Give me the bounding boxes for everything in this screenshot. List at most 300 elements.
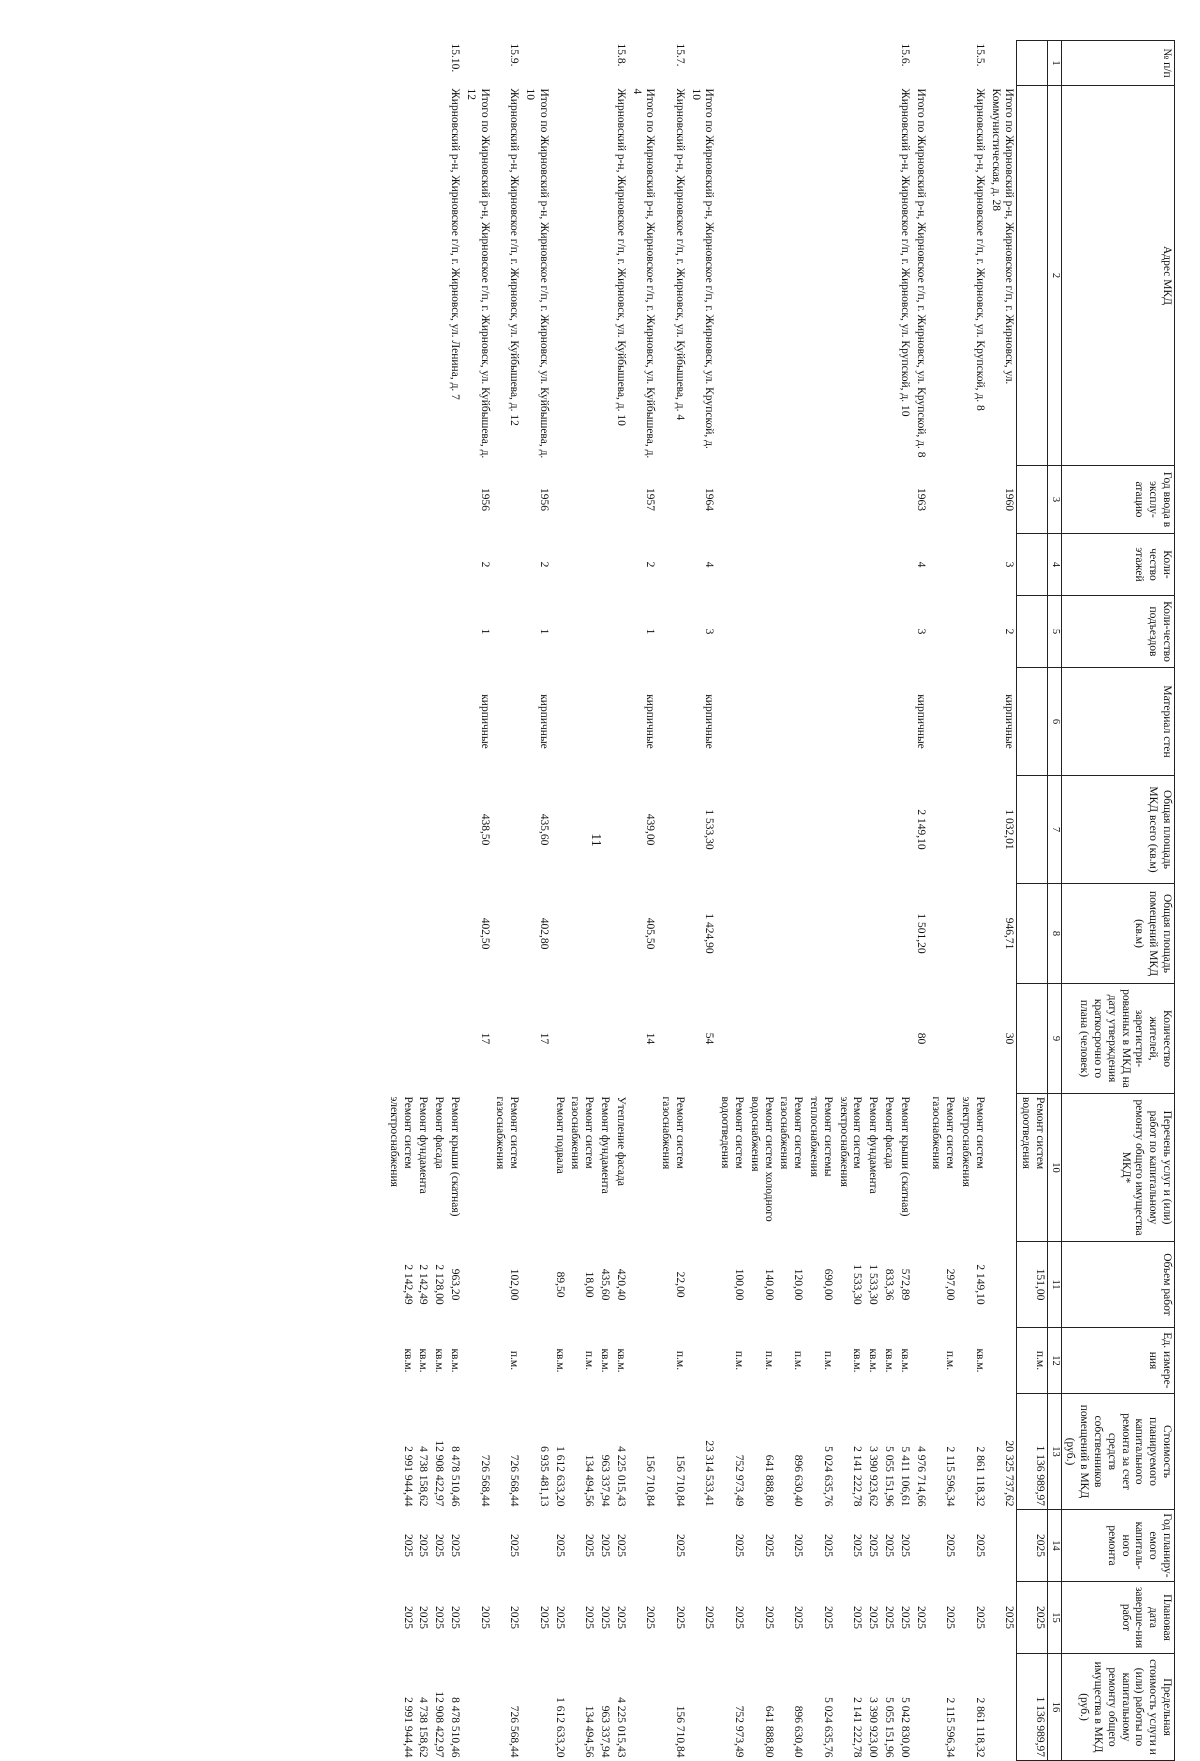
cell-repair-year: 2025 [1017,1510,1048,1582]
cell-planned-cost: 5 411 106,61 [898,1446,911,1507]
cell-wall-material [717,668,747,776]
cell-premises-area [385,884,415,984]
cell-row-number [385,41,415,86]
cell-floors [717,534,747,596]
cell-row-number [551,41,567,86]
table-row [567,41,597,1761]
table-row [385,41,415,1761]
cell-total-area [835,776,865,884]
cell-floors [928,534,958,596]
header-cell: № п/п [1061,41,1174,86]
cell-work-volume: 435,60 [598,1268,611,1301]
cell-work-volume: 140,00 [762,1268,775,1301]
cell-row-number [835,41,865,86]
cell-work-volume: 89,50 [553,1271,566,1298]
cell-planned-cost: 963 337,94 [598,1454,611,1507]
cell-total-area [717,776,747,884]
cell-completion-date: 2025 [883,1606,896,1629]
cell-address: Жирновский р-н, Жирновское г/п, г. Жирновск, ул. Куйбышева, д. 12 [508,88,521,426]
cell-completion-date: 2025 [944,1606,957,1629]
cell-unit: кв.м. [598,1348,611,1373]
cell-address [805,86,835,466]
cell-floors [567,534,597,596]
cell-max-cost: 2 991 944,44 [401,1697,414,1758]
cell-max-cost: 134 494,56 [583,1705,596,1758]
cell-residents [551,984,567,1094]
cell-entrances [880,596,896,668]
cell-repair-year: 2025 [614,1534,627,1557]
cell-max-cost [521,1654,551,1761]
cell-work-type: Ремонт систем газоснабжения [930,1096,957,1170]
cell-year-built [835,466,865,534]
cell-planned-cost: 134 494,56 [583,1454,596,1507]
cell-completion-date: 2025 [448,1606,461,1629]
cell-total-area: 1 533,30 [703,809,716,850]
cell-entrances: 3 [703,628,716,635]
cell-total-area [415,776,431,884]
column-number: 8 [1048,884,1062,984]
cell-planned-cost: 156 710,84 [644,1454,657,1507]
cell-address: Итого по Жирновский р-н, Жирновское г/п, г. Жирновск, ул. Куйбышева, д. 12 [464,88,491,459]
cell-planned-cost: 2 991 944,44 [401,1446,414,1507]
cell-work-volume: 572,89 [898,1268,911,1301]
cell-row-number [987,41,1017,86]
cell-completion-date: 2025 [851,1606,864,1629]
cell-work-type: Ремонт систем холодного водоснабжения [748,1096,775,1222]
cell-premises-area [430,884,446,984]
cell-premises-area [1017,884,1048,984]
cell-work-volume: 1 533,30 [867,1264,880,1305]
cell-completion-date: 2025 [792,1606,805,1629]
cell-max-cost: 4 738 158,62 [417,1697,430,1758]
cell-residents [805,984,835,1094]
cell-work-type: Ремонт фундамента [598,1096,611,1194]
cell-entrances [492,596,522,668]
cell-entrances: 1 [644,628,657,635]
cell-unit: п.м. [673,1350,686,1371]
cell-floors [880,534,896,596]
cell-total-area [596,776,612,884]
cell-wall-material [805,668,835,776]
table-row [987,41,1017,1761]
cell-year-built [415,466,431,534]
cell-year-built [717,466,747,534]
cell-repair-year: 2025 [883,1534,896,1557]
table-row [912,41,928,1761]
cell-max-cost: 5 042 830,00 [898,1697,911,1758]
cell-work-volume: 2 149,10 [973,1264,986,1305]
cell-max-cost: 1 136 989,97 [1017,1654,1048,1761]
cell-row-number [776,41,806,86]
cell-work-volume: 1 533,30 [851,1264,864,1305]
cell-wall-material: кирпичные [703,694,716,749]
cell-repair-year: 2025 [821,1534,834,1557]
cell-repair-year [987,1510,1017,1582]
cell-premises-area [717,884,747,984]
cell-address [415,86,431,466]
cell-address: Жирновский р-н, Жирновское г/п, г. Жирновск, ул. Крупской, д. 8 [973,88,986,411]
table-row [551,41,567,1761]
cell-year-built [805,466,835,534]
cell-total-area: 1 032,01 [1003,809,1016,850]
column-number: 14 [1048,1510,1062,1582]
cell-work-volume: 18,00 [583,1271,596,1298]
rotated-table-wrapper [45,40,1175,1758]
cell-address: Итого по Жирновский р-н, Жирновское г/п, г. Жирновск, ул. Куйбышева, д. 10 [523,88,550,459]
cell-floors [551,534,567,596]
cell-year-built [776,466,806,534]
cell-floors [1017,534,1048,596]
cell-max-cost: 963 337,94 [598,1705,611,1758]
table-row [430,41,446,1761]
cell-work-type [521,1094,551,1242]
cell-wall-material: кирпичные [644,694,657,749]
cell-floors [415,534,431,596]
header-cell: Общая площадь МКД всего (кв.м) [1061,776,1174,884]
column-number-row [1048,41,1062,1761]
cell-total-area [446,776,462,884]
cell-max-cost [628,1654,658,1761]
cell-total-area [567,776,597,884]
cell-unit: кв.м. [417,1348,430,1373]
cell-planned-cost: 4 738 158,62 [417,1446,430,1507]
cell-unit: п.м. [821,1350,834,1371]
cell-entrances [415,596,431,668]
header-cell: Год планиру-емого капиталь-ного ремонта [1061,1510,1174,1582]
cell-planned-cost: 6 935 481,13 [537,1446,550,1507]
cell-unit: кв.м. [851,1348,864,1373]
cell-residents [430,984,446,1094]
cell-work-volume: 420,40 [614,1268,627,1301]
cell-total-area [746,776,776,884]
cell-wall-material [612,668,628,776]
cell-work-type: Ремонт фасада [883,1096,896,1169]
capital-repair-table [385,40,1175,1761]
column-number: 9 [1048,984,1062,1094]
cell-entrances [928,596,958,668]
cell-planned-cost: 641 888,80 [762,1454,775,1507]
cell-completion-date: 2025 [867,1606,880,1629]
cell-max-cost: 726 568,44 [508,1705,521,1758]
cell-unit: кв.м. [883,1348,896,1373]
cell-year-built [957,466,987,534]
cell-planned-cost: 12 908 422,97 [433,1440,446,1507]
cell-repair-year: 2025 [448,1534,461,1557]
cell-repair-year: 2025 [973,1534,986,1557]
cell-year-built [567,466,597,534]
cell-max-cost: 1 612 633,20 [553,1697,566,1758]
header-row [1061,41,1174,1761]
column-number: 4 [1048,534,1062,596]
cell-row-number: 15.10. [448,43,461,73]
cell-residents [928,984,958,1094]
cell-premises-area [415,884,431,984]
cell-completion-date: 2025 [914,1606,927,1629]
cell-year-built [446,466,462,534]
cell-planned-cost: 5 024 635,76 [821,1446,834,1507]
cell-year-built [596,466,612,534]
cell-premises-area [896,884,912,984]
cell-total-area [805,776,835,884]
cell-premises-area [864,884,880,984]
cell-address: Итого по Жирновский р-н, Жирновское г/п, г. Жирновск, ул. Коммунистическая, д. 28 [989,88,1016,385]
cell-total-area: 2 149,10 [914,809,927,850]
column-number: 5 [1048,596,1062,668]
cell-wall-material: кирпичные [914,694,927,749]
cell-row-number [864,41,880,86]
cell-floors [446,534,462,596]
cell-work-type [628,1094,658,1242]
cell-work-type: Ремонт фундамента [867,1096,880,1194]
cell-premises-area: 1 501,20 [914,913,927,954]
cell-work-type: Ремонт систем газоснабжения [660,1096,686,1170]
table-row [492,41,522,1761]
table-row [415,41,431,1761]
cell-address: Жирновский р-н, Жирновское г/п, г. Жирновск, ул. Ленина, д. 7 [448,88,461,400]
cell-address [385,86,415,466]
cell-work-type [462,1094,492,1242]
cell-wall-material [957,668,987,776]
cell-unit: кв.м. [433,1348,446,1373]
header-cell: Ед. измере-ния [1061,1328,1174,1394]
cell-work-volume: 2 128,00 [433,1264,446,1305]
cell-unit: п.м. [762,1350,775,1371]
cell-premises-area [776,884,806,984]
cell-completion-date: 2025 [1017,1582,1048,1654]
cell-row-number [746,41,776,86]
cell-residents: 54 [703,1032,716,1045]
cell-work-volume: 2 142,49 [417,1264,430,1305]
cell-max-cost: 641 888,80 [762,1705,775,1758]
cell-planned-cost: 1 612 633,20 [553,1446,566,1507]
cell-year-built [657,466,687,534]
cell-residents [717,984,747,1094]
cell-year-built [880,466,896,534]
cell-max-cost: 8 478 510,46 [448,1697,461,1758]
cell-floors [864,534,880,596]
cell-work-type: Ремонт систем электроснабжения [837,1096,864,1187]
table-row [896,41,912,1761]
cell-wall-material [446,668,462,776]
cell-wall-material [1017,668,1048,776]
cell-wall-material: кирпичные [1003,694,1016,749]
cell-repair-year: 2025 [401,1534,414,1557]
cell-floors [657,534,687,596]
cell-premises-area: 405,50 [644,917,657,950]
cell-residents [880,984,896,1094]
cell-unit: п.м. [1017,1328,1048,1394]
table-header [1048,41,1175,1761]
cell-repair-year: 2025 [673,1534,686,1557]
cell-work-volume: 22,00 [673,1271,686,1298]
table-row [957,41,987,1761]
cell-unit: кв.м. [973,1348,986,1373]
cell-premises-area [835,884,865,984]
cell-address [430,86,446,466]
cell-max-cost: 2 115 596,34 [944,1697,957,1758]
cell-address [717,86,747,466]
table-row [864,41,880,1761]
cell-repair-year: 2025 [762,1534,775,1557]
cell-residents [596,984,612,1094]
cell-floors [746,534,776,596]
cell-year-built [430,466,446,534]
cell-total-area [492,776,522,884]
cell-work-type [687,1094,717,1242]
cell-total-area [1017,776,1048,884]
cell-planned-cost: 5 055 151,96 [883,1446,896,1507]
cell-row-number [462,41,492,86]
header-cell: Предельная стоимость услуги и (или) работы по капитальному ремонту общего имущества в МКД (руб.) [1061,1654,1174,1761]
cell-residents: 30 [1003,1032,1016,1045]
cell-wall-material [746,668,776,776]
cell-wall-material [864,668,880,776]
cell-wall-material: кирпичные [537,694,550,749]
cell-floors: 2 [644,561,657,568]
cell-entrances [746,596,776,668]
cell-wall-material: кирпичные [478,694,491,749]
cell-entrances: 1 [537,628,550,635]
column-number: 10 [1048,1094,1062,1242]
cell-repair-year [521,1510,551,1582]
cell-row-number [567,41,597,86]
cell-row-number [912,41,928,86]
cell-year-built: 1964 [703,488,716,511]
cell-residents [1017,984,1048,1094]
cell-entrances [776,596,806,668]
cell-planned-cost: 726 568,44 [478,1454,491,1507]
cell-unit [521,1328,551,1394]
cell-repair-year [912,1510,928,1582]
cell-wall-material [896,668,912,776]
cell-max-cost: 2 861 118,32 [973,1697,986,1758]
cell-work-type: Ремонт систем водоотведения [1017,1094,1048,1242]
cell-max-cost [462,1654,492,1761]
cell-completion-date: 2025 [553,1606,566,1629]
cell-work-volume: 102,00 [508,1268,521,1301]
cell-row-number [687,41,717,86]
cell-row-number [521,41,551,86]
cell-row-number [880,41,896,86]
cell-unit [912,1328,928,1394]
cell-unit: кв.м. [553,1348,566,1373]
cell-residents: 80 [914,1032,927,1045]
cell-floors [957,534,987,596]
cell-total-area: 439,00 [644,813,657,846]
cell-planned-cost: 726 568,44 [508,1454,521,1507]
cell-wall-material [567,668,597,776]
cell-address [746,86,776,466]
cell-repair-year: 2025 [792,1534,805,1557]
cell-unit: кв.м. [614,1348,627,1373]
cell-entrances [957,596,987,668]
cell-total-area [776,776,806,884]
cell-completion-date: 2025 [733,1606,746,1629]
cell-address: Жирновский р-н, Жирновское г/п, г. Жирновск, ул. Куйбышева, д. 4 [673,88,686,421]
cell-year-built [864,466,880,534]
cell-entrances [596,596,612,668]
cell-repair-year [628,1510,658,1582]
cell-repair-year: 2025 [508,1534,521,1557]
cell-row-number [805,41,835,86]
cell-premises-area: 1 424,90 [703,913,716,954]
cell-work-volume: 120,00 [792,1268,805,1301]
cell-entrances: 3 [914,628,927,635]
cell-repair-year: 2025 [898,1534,911,1557]
cell-entrances [446,596,462,668]
cell-completion-date: 2025 [598,1606,611,1629]
cell-entrances [567,596,597,668]
cell-residents [415,984,431,1094]
table-row [596,41,612,1761]
cell-year-built [385,466,415,534]
cell-repair-year: 2025 [417,1534,430,1557]
cell-repair-year: 2025 [733,1534,746,1557]
cell-floors [492,534,522,596]
cell-work-type: Ремонт системы теплоснабжения [808,1096,834,1177]
header-cell: Количество жителей, зарегистри-рованных в МКД на дату утверждения краткосрочно го плана (человек) [1061,984,1174,1094]
table-row [717,41,747,1761]
cell-year-built [612,466,628,534]
cell-residents [746,984,776,1094]
cell-premises-area [612,884,628,984]
cell-unit: п.м. [944,1350,957,1371]
cell-work-volume: 833,36 [883,1268,896,1301]
cell-row-number: 15.5. [973,43,986,67]
cell-work-type: Ремонт крыши (скатная) [448,1096,461,1217]
cell-planned-cost: 156 710,84 [673,1454,686,1507]
cell-residents [612,984,628,1094]
cell-unit [987,1328,1017,1394]
cell-wall-material [385,668,415,776]
cell-entrances [385,596,415,668]
table-row [521,41,551,1761]
cell-work-volume: 963,20 [448,1268,461,1301]
table-row [1017,41,1048,1761]
cell-work-volume [521,1242,551,1328]
cell-max-cost: 5 024 635,76 [821,1697,834,1758]
cell-planned-cost: 8 478 510,46 [448,1446,461,1507]
cell-planned-cost: 4 225 015,43 [614,1446,627,1507]
cell-work-type: Утепление фасада [614,1096,627,1186]
cell-planned-cost: 2 861 118,32 [973,1446,986,1507]
cell-completion-date: 2025 [673,1606,686,1629]
cell-completion-date: 2025 [614,1606,627,1629]
cell-row-number [596,41,612,86]
cell-row-number [928,41,958,86]
table-row [687,41,717,1761]
column-number: 7 [1048,776,1062,884]
cell-entrances [864,596,880,668]
cell-residents: 17 [537,1032,550,1045]
cell-work-type: Ремонт подвала [553,1096,566,1174]
cell-work-volume: 100,00 [733,1268,746,1301]
cell-entrances [551,596,567,668]
column-number: 16 [1048,1654,1062,1761]
cell-address [567,86,597,466]
table-row [880,41,896,1761]
cell-max-cost: 156 710,84 [673,1705,686,1758]
cell-wall-material [415,668,431,776]
cell-repair-year: 2025 [433,1534,446,1557]
cell-address [928,86,958,466]
cell-year-built [746,466,776,534]
cell-premises-area [928,884,958,984]
table-row [928,41,958,1761]
cell-unit [687,1328,717,1394]
table-row [462,41,492,1761]
cell-wall-material [596,668,612,776]
